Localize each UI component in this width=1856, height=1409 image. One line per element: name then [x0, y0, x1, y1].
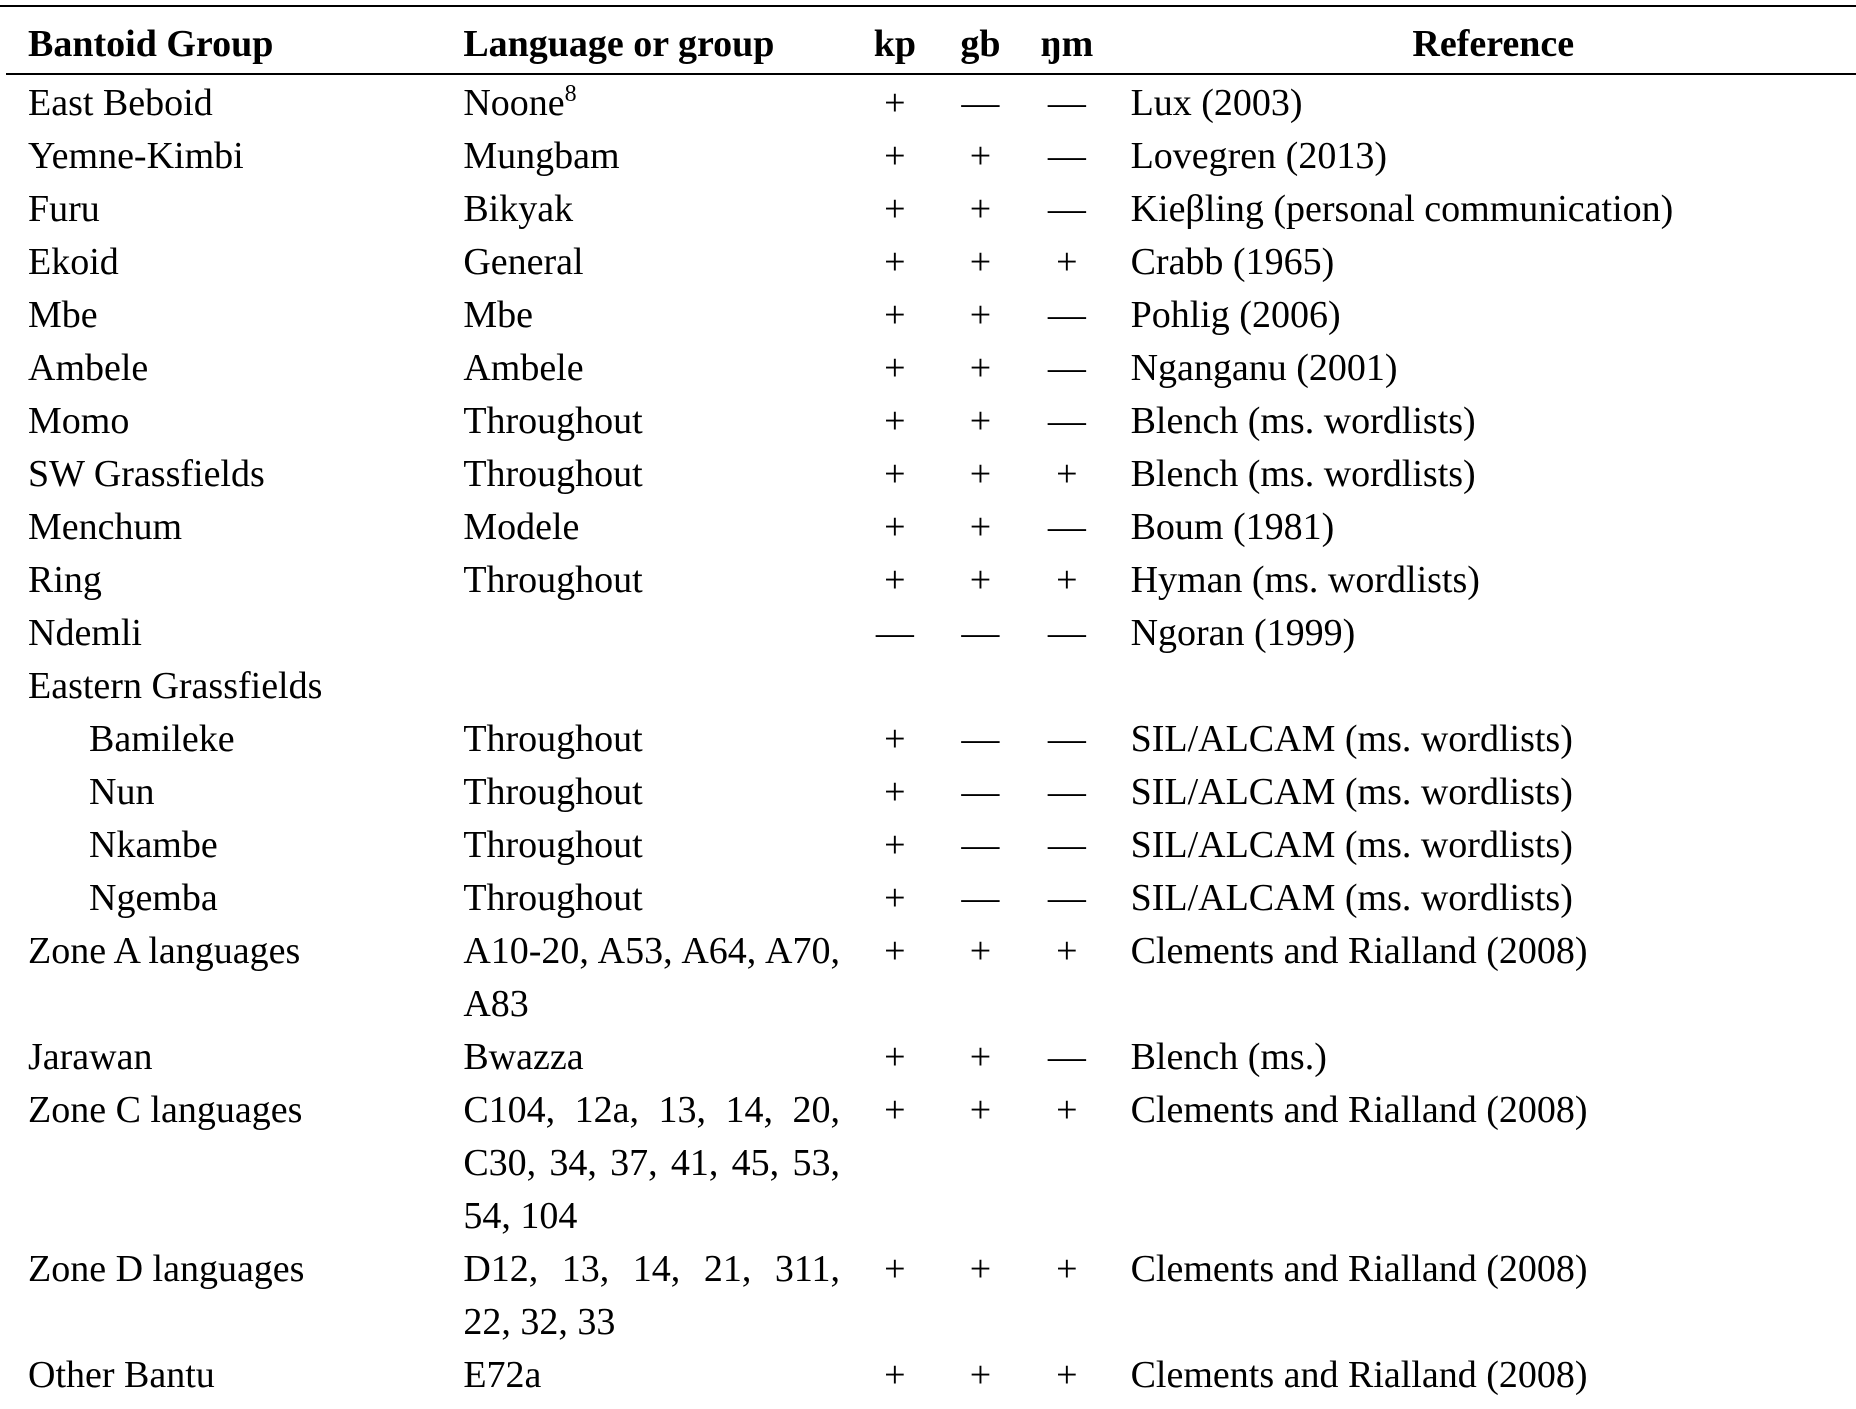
table-row: [28, 607, 1856, 660]
cell-reference: Kieβling (personal communication): [1130, 188, 1674, 230]
cell-reference: Pohlig (2006): [1130, 294, 1341, 336]
header-reference: Reference: [1412, 23, 1575, 65]
cell-nm: +: [1056, 1354, 1078, 1396]
cell-gb: —: [961, 824, 1000, 866]
cell-language: E72a: [463, 1354, 542, 1396]
cell-reference: Nganganu (2001): [1130, 347, 1398, 389]
cell-nm: +: [1056, 930, 1078, 972]
cell-reference: Hyman (ms. wordlists): [1130, 559, 1480, 601]
cell-gb: +: [969, 241, 992, 283]
cell-kp: +: [884, 877, 906, 919]
cell-language: [463, 75, 852, 130]
cell-gb: +: [969, 294, 992, 336]
table-row: [28, 1031, 1856, 1084]
cell-gb: +: [969, 1089, 992, 1131]
cell-language: A10-20, A53, A64, A70, A83: [463, 930, 840, 1025]
cell-group: Ngemba: [89, 877, 218, 919]
cell-gb: +: [969, 453, 992, 495]
table-row: [28, 713, 1856, 766]
cell-nm: —: [1047, 824, 1086, 866]
cell-group: SW Grassfields: [28, 453, 265, 495]
cell-group: Ring: [28, 559, 102, 601]
cell-kp: +: [884, 241, 906, 283]
cell-language: Throughout: [463, 453, 643, 495]
table-row: [28, 183, 1856, 236]
cell-gb: +: [969, 1248, 992, 1290]
cell-language: Throughout: [463, 718, 643, 760]
cell-group: Momo: [28, 400, 130, 442]
table-row: [28, 130, 1856, 183]
header-gb: gb: [960, 23, 1001, 65]
cell-reference: Blench (ms. wordlists): [1130, 453, 1476, 495]
cell-reference: SIL/ALCAM (ms. wordlists): [1130, 877, 1573, 919]
cell-nm: —: [1047, 400, 1086, 442]
table-row: [28, 819, 1856, 872]
cell-group: Jarawan: [28, 1036, 153, 1078]
footnote-marker: 8: [564, 81, 577, 107]
table-row: [28, 925, 1856, 1031]
cell-group: Mbe: [28, 294, 98, 336]
cell-reference: Clements and Rialland (2008): [1130, 1354, 1588, 1396]
cell-nm: —: [1047, 188, 1086, 230]
cell-nm: +: [1056, 559, 1078, 601]
header-row: [28, 24, 1856, 75]
cell-reference: Clements and Rialland (2008): [1130, 930, 1588, 972]
cell-kp: +: [884, 400, 906, 442]
cell-reference: Clements and Rialland (2008): [1130, 1248, 1588, 1290]
cell-nm: —: [1047, 1036, 1086, 1078]
cell-group: Zone C languages: [28, 1089, 303, 1131]
cell-reference: Lovegren (2013): [1130, 135, 1387, 177]
cell-language: Throughout: [463, 559, 643, 601]
cell-nm: +: [1056, 453, 1078, 495]
cell-reference: SIL/ALCAM (ms. wordlists): [1130, 718, 1573, 760]
cell-gb: —: [961, 612, 1000, 654]
cell-group: Ndemli: [28, 612, 142, 654]
cell-reference: Clements and Rialland (2008): [1130, 1089, 1588, 1131]
cell-kp: +: [884, 824, 906, 866]
cell-gb: +: [969, 506, 992, 548]
cell-gb: —: [961, 718, 1000, 760]
cell-reference: Boum (1981): [1130, 506, 1335, 548]
cell-kp: +: [884, 1036, 906, 1078]
bantoid-table: [28, 24, 1856, 1402]
table-row: [28, 766, 1856, 819]
table-row: [28, 660, 1856, 713]
cell-gb: +: [969, 930, 992, 972]
cell-group: Menchum: [28, 506, 183, 548]
cell-group: Zone D languages: [28, 1248, 305, 1290]
cell-kp: +: [884, 718, 906, 760]
cell-gb: +: [969, 1354, 992, 1396]
cell-gb: +: [969, 1036, 992, 1078]
cell-kp: +: [884, 771, 906, 813]
cell-gb: +: [969, 135, 992, 177]
cell-language: [463, 607, 852, 660]
cell-kp: +: [884, 347, 906, 389]
cell-group: Nun: [89, 771, 155, 813]
table-row: [28, 1084, 1856, 1243]
cell-reference: [1111, 660, 1856, 713]
table-top-rule: [0, 5, 1856, 7]
cell-kp: [852, 660, 938, 713]
cell-language: Throughout: [463, 877, 643, 919]
cell-group: Zone A languages: [28, 930, 301, 972]
table-row: [28, 448, 1856, 501]
cell-kp: —: [875, 612, 914, 654]
cell-gb: +: [969, 188, 992, 230]
table-row: [28, 501, 1856, 554]
cell-nm: +: [1056, 241, 1078, 283]
cell-group: East Beboid: [28, 82, 213, 124]
cell-nm: —: [1047, 612, 1086, 654]
cell-language: Throughout: [463, 771, 643, 813]
cell-reference: Blench (ms.): [1130, 1036, 1327, 1078]
cell-nm: —: [1047, 718, 1086, 760]
cell-group: Ambele: [28, 347, 149, 389]
cell-language: General: [463, 241, 584, 283]
cell-language: Modele: [463, 506, 580, 548]
cell-language: Throughout: [463, 824, 643, 866]
cell-nm: —: [1047, 506, 1086, 548]
header-kp: kp: [873, 23, 916, 65]
cell-language: Throughout: [463, 400, 643, 442]
cell-language: C104, 12a, 13, 14, 20, C30, 34, 37, 41, 45, 53, 54, 104: [463, 1089, 840, 1237]
table-row: [28, 1349, 1856, 1402]
cell-kp: +: [884, 506, 906, 548]
header-bantoid-group: Bantoid Group: [28, 23, 274, 65]
cell-group: Bamileke: [89, 718, 235, 760]
table-body: [28, 75, 1856, 1402]
table-row: [28, 1243, 1856, 1349]
cell-kp: +: [884, 1248, 906, 1290]
cell-gb: +: [969, 559, 992, 601]
cell-gb: +: [969, 400, 992, 442]
cell-gb: —: [961, 877, 1000, 919]
cell-reference: Blench (ms. wordlists): [1130, 400, 1476, 442]
header-nm: ŋm: [1040, 23, 1094, 65]
table-row: [28, 289, 1856, 342]
table-row: [28, 75, 1856, 130]
table-row: [28, 342, 1856, 395]
cell-group: Nkambe: [89, 824, 218, 866]
cell-kp: +: [884, 1089, 906, 1131]
cell-group: Yemne-Kimbi: [28, 135, 244, 177]
cell-reference: SIL/ALCAM (ms. wordlists): [1130, 771, 1573, 813]
cell-language: Mungbam: [463, 135, 620, 177]
cell-kp: +: [884, 930, 906, 972]
cell-nm: +: [1056, 1248, 1078, 1290]
cell-reference: SIL/ALCAM (ms. wordlists): [1130, 824, 1573, 866]
cell-reference: Crabb (1965): [1130, 241, 1335, 283]
cell-kp: +: [884, 294, 906, 336]
cell-language: Bwazza: [463, 1036, 584, 1078]
cell-language: Ambele: [463, 347, 584, 389]
cell-language: D12, 13, 14, 21, 311, 22, 32, 33: [463, 1248, 840, 1343]
cell-group: Ekoid: [28, 241, 119, 283]
table-row: [28, 872, 1856, 925]
cell-nm: —: [1047, 294, 1086, 336]
cell-nm: —: [1047, 347, 1086, 389]
cell-gb: —: [961, 771, 1000, 813]
cell-reference: Ngoran (1999): [1130, 612, 1356, 654]
cell-language: [463, 660, 852, 713]
cell-kp: +: [884, 1354, 906, 1396]
table-row: [28, 395, 1856, 448]
cell-group: Furu: [28, 188, 100, 230]
cell-group: Other Bantu: [28, 1354, 215, 1396]
table-row: [28, 554, 1856, 607]
header-language: Language or group: [463, 23, 775, 65]
cell-language: Bikyak: [463, 188, 574, 230]
cell-nm: [1023, 660, 1110, 713]
cell-gb: +: [969, 347, 992, 389]
cell-language: Mbe: [463, 294, 533, 336]
cell-kp: +: [884, 82, 906, 124]
cell-reference: Lux (2003): [1130, 82, 1303, 124]
cell-nm: —: [1047, 135, 1086, 177]
cell-group: Eastern Grassfields: [28, 665, 323, 707]
cell-nm: —: [1047, 771, 1086, 813]
language-text: Noone: [463, 82, 565, 124]
cell-kp: +: [884, 559, 906, 601]
cell-gb: —: [961, 82, 1000, 124]
cell-kp: +: [884, 453, 906, 495]
cell-nm: —: [1047, 82, 1086, 124]
cell-gb: [938, 660, 1023, 713]
cell-kp: +: [884, 135, 906, 177]
cell-nm: +: [1056, 1089, 1078, 1131]
table-row: [28, 236, 1856, 289]
cell-nm: —: [1047, 877, 1086, 919]
cell-kp: +: [884, 188, 906, 230]
